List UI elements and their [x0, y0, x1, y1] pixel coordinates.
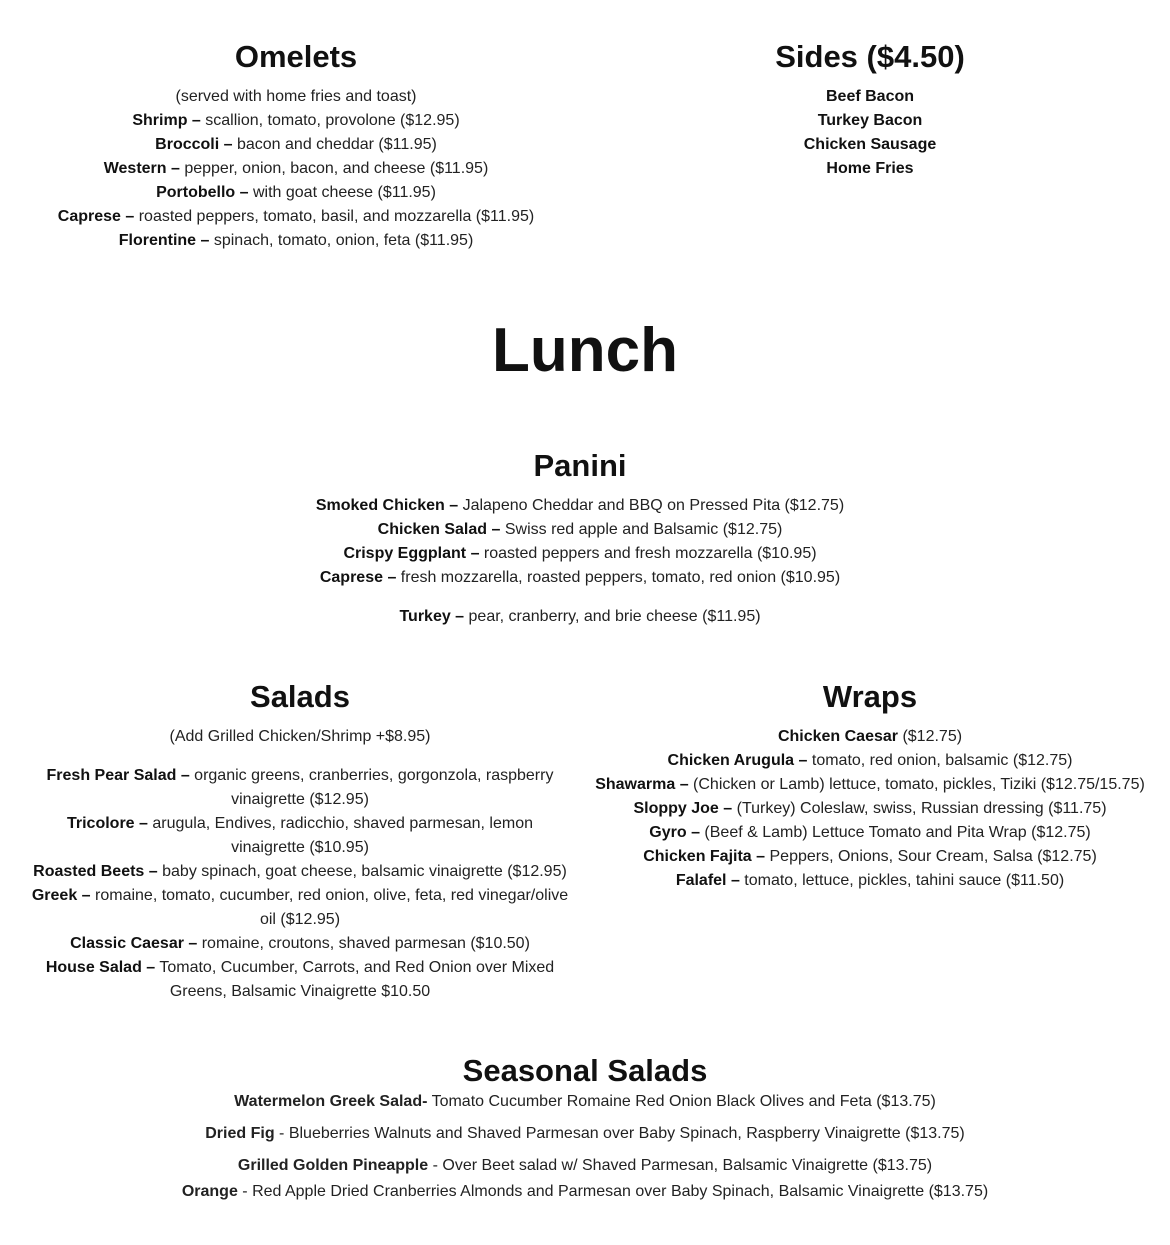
- omelets-title: Omelets: [234, 39, 358, 74]
- wraps-section: [592, 678, 1148, 893]
- item-name: Turkey –: [399, 608, 465, 625]
- seasonal-list: [80, 1090, 1090, 1204]
- menu-item: [30, 860, 570, 884]
- menu-item: [280, 605, 880, 629]
- item-name: Chicken Fajita –: [643, 848, 766, 865]
- item-desc: (Beef & Lamb) Lettuce Tomato and Pita Wrap ($12.75): [699, 824, 1091, 841]
- salads-list: [30, 764, 570, 1004]
- menu-item: [40, 157, 552, 181]
- item-name: Caprese –: [319, 569, 397, 586]
- item-name: Chicken Caesar: [777, 728, 898, 745]
- menu-item: [592, 845, 1148, 869]
- item-name: Broccoli –: [155, 136, 233, 153]
- menu-item: [40, 181, 552, 205]
- item-name: Caprese –: [57, 208, 135, 225]
- item-name: Roasted Beets –: [33, 863, 158, 880]
- item-desc: Swiss red apple and Balsamic ($12.75): [500, 521, 783, 538]
- item-name: House Salad –: [45, 959, 156, 976]
- wraps-list: [592, 725, 1148, 893]
- item-desc: pear, cranberry, and brie cheese ($11.95): [464, 608, 761, 625]
- item-name: Crispy Eggplant –: [343, 545, 480, 562]
- menu-item: [592, 869, 1148, 893]
- item-desc: - Red Apple Dried Cranberries Almonds and Parmesan over Baby Spinach, Balsamic Vinaigrette ($13.75): [237, 1183, 989, 1200]
- menu-item: [80, 1154, 1090, 1178]
- menu-item: [30, 812, 570, 860]
- side-item: Turkey Bacon: [817, 112, 923, 129]
- item-name: Shawarma –: [595, 776, 689, 793]
- menu-item: [40, 229, 552, 253]
- menu-item: [592, 725, 1148, 749]
- item-desc: Tomato Cucumber Romaine Red Onion Black Olives and Feta ($13.75): [427, 1093, 936, 1110]
- omelets-section: [40, 38, 552, 253]
- item-desc: romaine, croutons, shaved parmesan ($10.50): [197, 935, 530, 952]
- menu-item: [40, 133, 552, 157]
- item-name: Grilled Golden Pineapple: [237, 1157, 429, 1174]
- item-name: Orange: [181, 1183, 238, 1200]
- item-desc: tomato, lettuce, pickles, tahini sauce ($11.50): [739, 872, 1065, 889]
- item-desc: Jalapeno Cheddar and BBQ on Pressed Pita ($12.75): [458, 497, 845, 514]
- wraps-title: Wraps: [822, 679, 918, 714]
- seasonal-title: Seasonal Salads: [462, 1053, 708, 1088]
- item-name: Watermelon Greek Salad-: [234, 1093, 428, 1110]
- salads-section: [30, 678, 570, 1004]
- seasonal-salads-section: [80, 1052, 1090, 1212]
- item-desc: arugula, Endives, radicchio, shaved parmesan, lemon vinaigrette ($10.95): [147, 815, 534, 856]
- salads-note: (Add Grilled Chicken/Shrimp +$8.95): [169, 728, 431, 745]
- lunch-section: [0, 314, 1170, 388]
- side-item: Chicken Sausage: [803, 136, 937, 153]
- item-desc: (Turkey) Coleslaw, swiss, Russian dressing ($11.75): [732, 800, 1107, 817]
- item-desc: Peppers, Onions, Sour Cream, Salsa ($12.75): [765, 848, 1097, 865]
- item-name: Smoked Chicken –: [315, 497, 459, 514]
- item-desc: - Over Beet salad w/ Shaved Parmesan, Balsamic Vinaigrette ($13.75): [428, 1157, 933, 1174]
- item-desc: tomato, red onion, balsamic ($12.75): [807, 752, 1073, 769]
- panini-list: [280, 494, 880, 629]
- lunch-title: Lunch: [492, 316, 678, 385]
- item-desc: fresh mozzarella, roasted peppers, tomato, red onion ($10.95): [396, 569, 841, 586]
- sides-title: Sides ($4.50): [775, 39, 965, 74]
- item-desc: (Chicken or Lamb) lettuce, tomato, pickles, Tiziki ($12.75/15.75): [688, 776, 1145, 793]
- item-desc: pepper, onion, bacon, and cheese ($11.95): [179, 160, 489, 177]
- menu-item: [280, 494, 880, 518]
- item-desc: spinach, tomato, onion, feta ($11.95): [209, 232, 474, 249]
- omelets-note: (served with home fries and toast): [175, 88, 417, 105]
- menu-item: [280, 566, 880, 590]
- sides-section: [660, 38, 1080, 181]
- item-desc: - Blueberries Walnuts and Shaved Parmesan over Baby Spinach, Raspberry Vinaigrette ($13.75): [274, 1125, 965, 1142]
- omelets-list: [40, 109, 552, 253]
- menu-item: [40, 205, 552, 229]
- item-name: Falafel –: [675, 872, 740, 889]
- item-name: Shrimp –: [132, 112, 201, 129]
- item-desc: bacon and cheddar ($11.95): [232, 136, 437, 153]
- item-desc: romaine, tomato, cucumber, red onion, olive, feta, red vinegar/olive oil ($12.95): [90, 887, 569, 928]
- item-name: Gyro –: [649, 824, 700, 841]
- menu-item: [30, 764, 570, 812]
- item-desc: baby spinach, goat cheese, balsamic vinaigrette ($12.95): [157, 863, 567, 880]
- side-item: Home Fries: [826, 160, 914, 177]
- item-name: Western –: [103, 160, 180, 177]
- item-desc: organic greens, cranberries, gorgonzola, raspberry vinaigrette ($12.95): [189, 767, 554, 808]
- sides-list: [660, 85, 1080, 181]
- item-name: Sloppy Joe –: [633, 800, 733, 817]
- menu-item: [592, 797, 1148, 821]
- item-name: Florentine –: [118, 232, 210, 249]
- menu-item: [592, 749, 1148, 773]
- menu-item: [280, 518, 880, 542]
- item-desc: scallion, tomato, provolone ($12.95): [200, 112, 460, 129]
- panini-title: Panini: [533, 448, 627, 483]
- item-name: Portobello –: [156, 184, 249, 201]
- item-name: Chicken Arugula –: [667, 752, 808, 769]
- menu-item: [30, 932, 570, 956]
- menu-item: [592, 773, 1148, 797]
- salads-title: Salads: [250, 679, 350, 714]
- item-name: Fresh Pear Salad –: [46, 767, 190, 784]
- item-name: Classic Caesar –: [70, 935, 198, 952]
- item-desc: roasted peppers, tomato, basil, and mozzarella ($11.95): [134, 208, 535, 225]
- menu-item: [280, 542, 880, 566]
- item-desc: with goat cheese ($11.95): [248, 184, 436, 201]
- item-name: Chicken Salad –: [377, 521, 501, 538]
- item-desc: ($12.75): [898, 728, 963, 745]
- item-desc: Tomato, Cucumber, Carrots, and Red Onion over Mixed Greens, Balsamic Vinaigrette $10.50: [155, 959, 555, 1000]
- menu-item: [80, 1122, 1090, 1146]
- panini-section: [280, 447, 880, 629]
- item-name: Dried Fig: [205, 1125, 275, 1142]
- menu-item: [80, 1090, 1090, 1114]
- side-item: Beef Bacon: [825, 88, 915, 105]
- item-name: Greek –: [31, 887, 91, 904]
- menu-item: [40, 109, 552, 133]
- menu-item: [30, 956, 570, 1004]
- item-name: Tricolore –: [66, 815, 148, 832]
- item-desc: roasted peppers and fresh mozzarella ($10.95): [479, 545, 817, 562]
- menu-item: [592, 821, 1148, 845]
- menu-item: [30, 884, 570, 932]
- menu-item: [80, 1180, 1090, 1204]
